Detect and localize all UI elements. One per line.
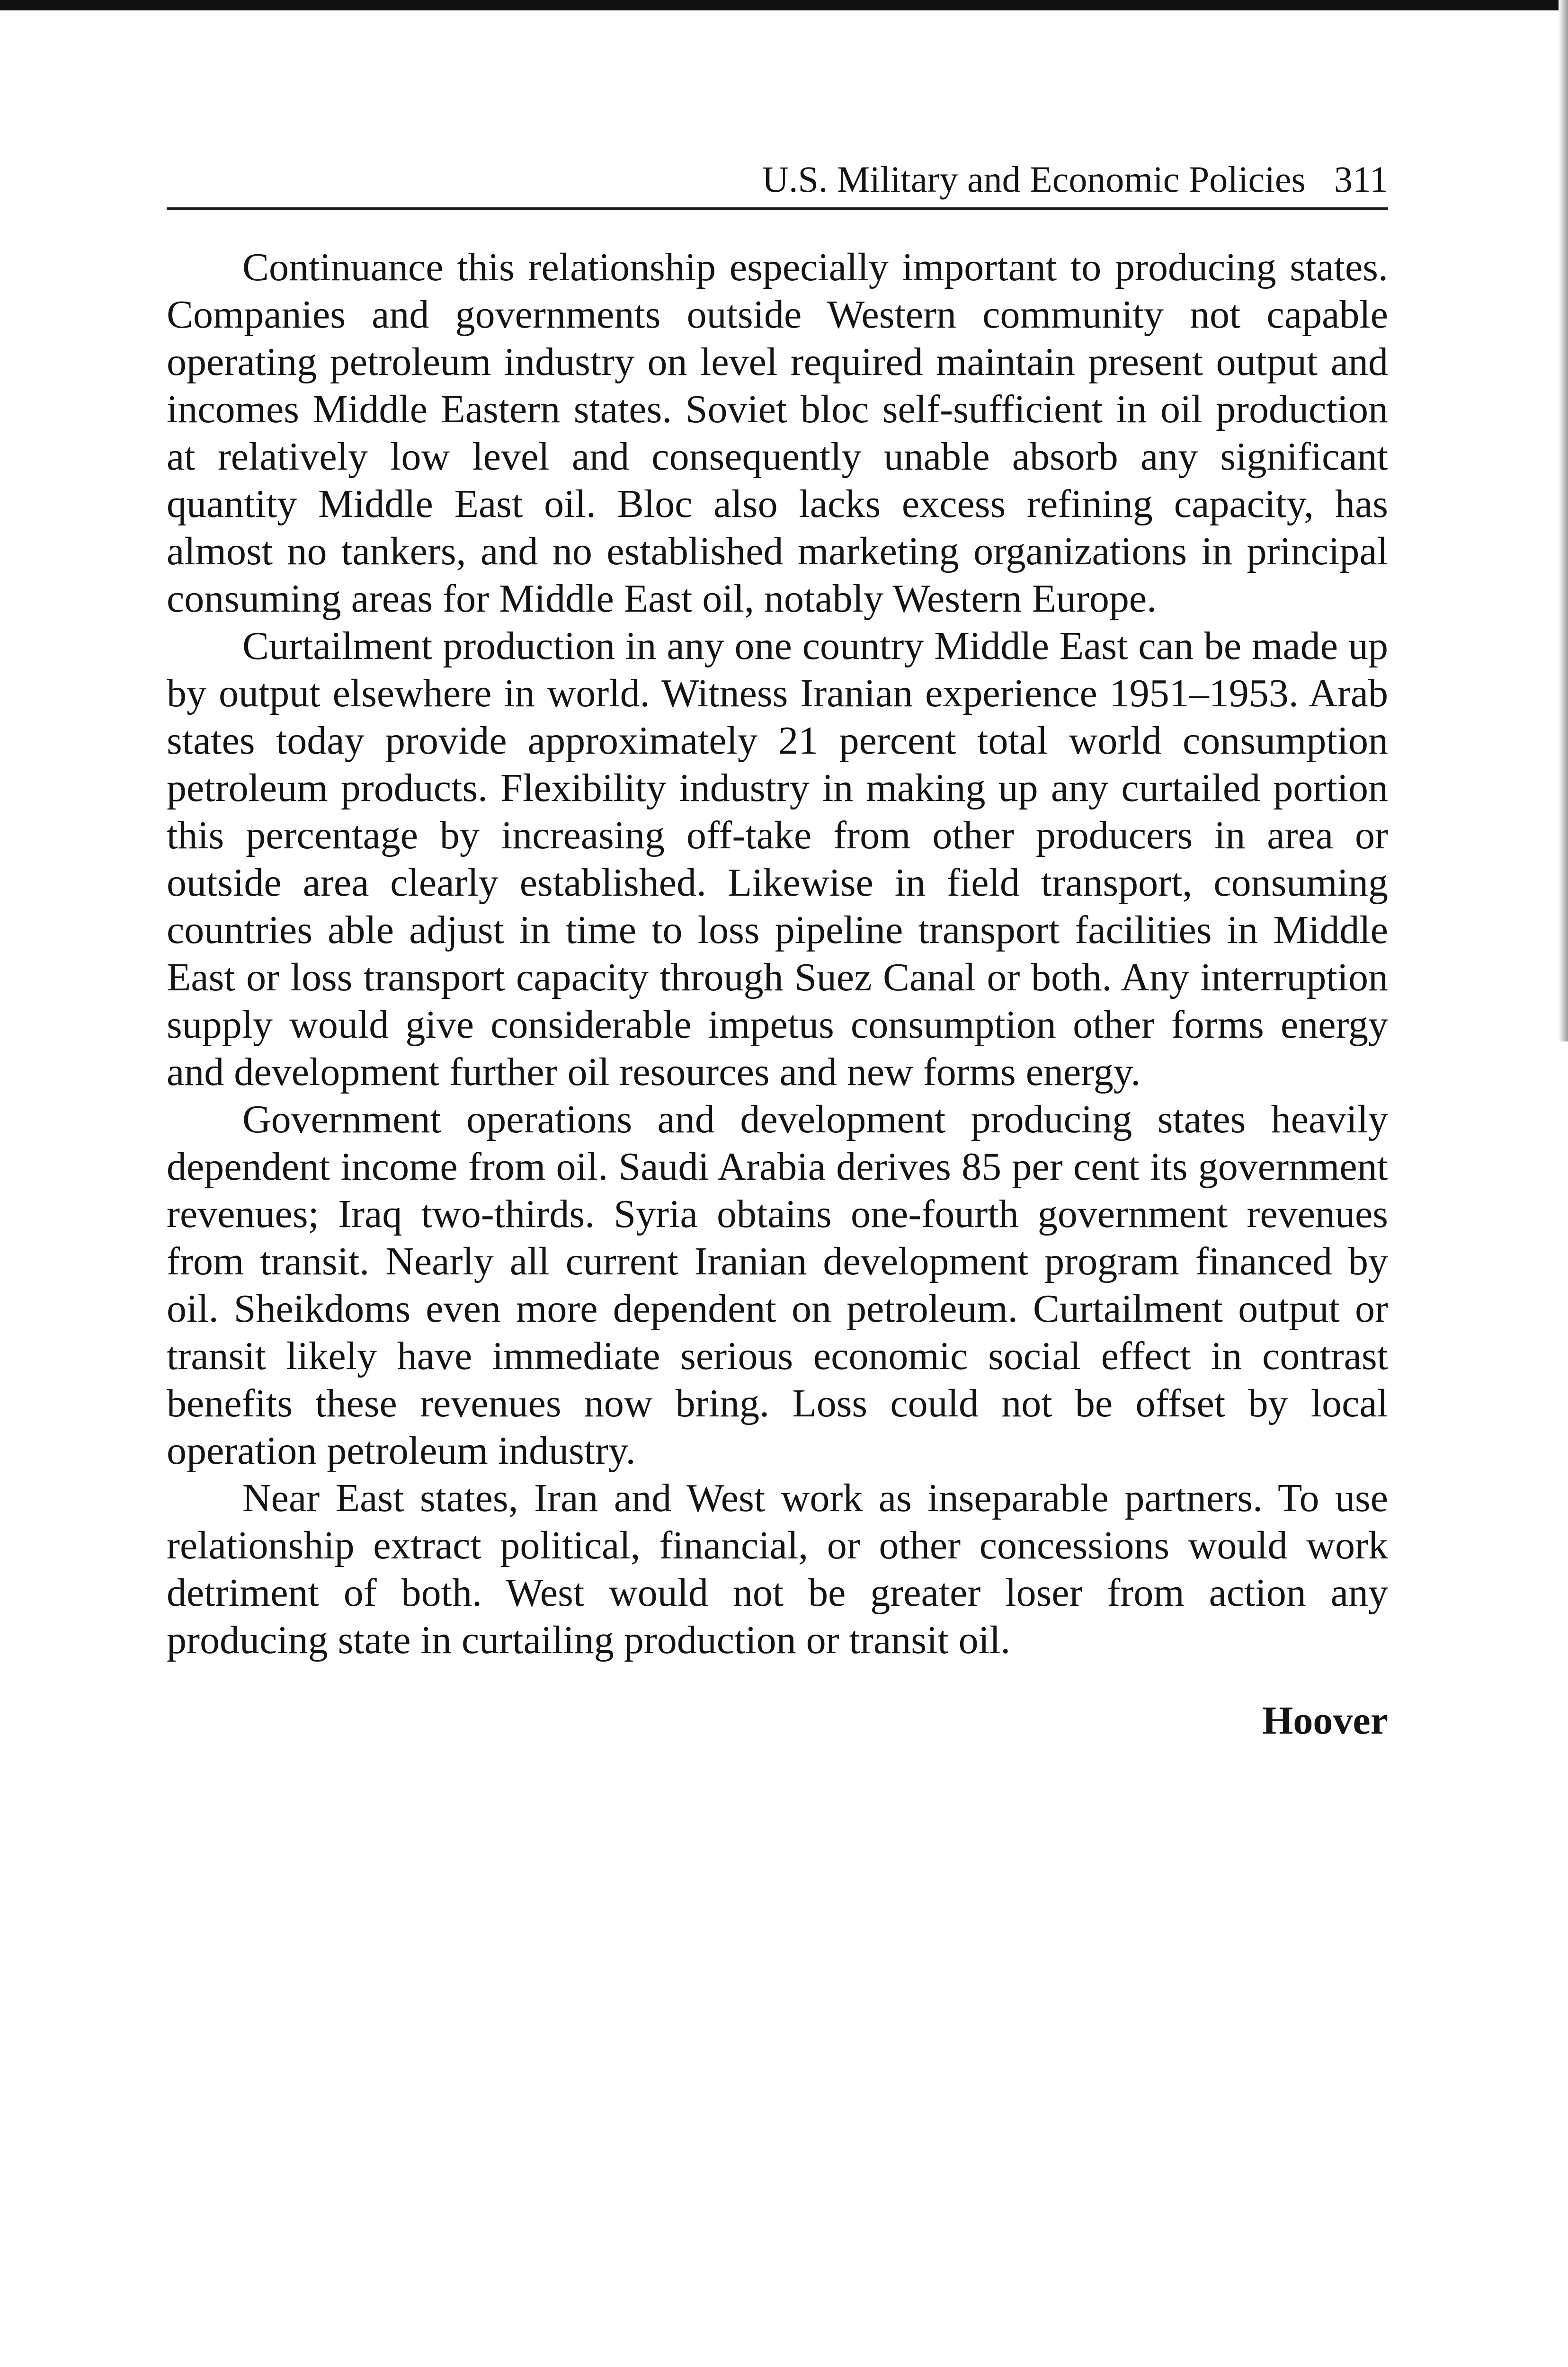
paragraph-3: Government operations and development producing states heavily dependent income from oil. Saudi Arabia derives 85 per cent its government revenues; Iraq two-thirds. Syria obtains one-fourth government revenues from transit. Nearly all current Iranian development program financed by oil. Sheikdoms even more dependent on petroleum. Curtailment output or transit likely have immediate serious economic social effect in contrast benefits these revenues now bring. Loss could not be offset by local operation petroleum industry. <box>167 1097 1388 1473</box>
running-title: U.S. Military and Economic Policies <box>762 159 1306 200</box>
signature: Hoover <box>1262 1699 1388 1743</box>
running-header <box>167 151 1388 210</box>
paragraph-2: Curtailment production in any one country Middle East can be made up by output elsewhere in world. Witness Iranian experience 1951–1953. Arab states today provide approximately 21 percent total world consumption petroleum products. Flexibility industry in making up any curtailed portion this percentage by increasing off-take from other producers in area or outside area clearly established. Likewise in field transport, consuming countries able adjust in time to loss pipeline transport facilities in Middle East or loss transport capacity through Suez Canal or both. Any interruption supply would give considerable impetus consumption other forms energy and development further oil resources and new forms energy. <box>167 624 1388 1094</box>
scan-border-right <box>1559 0 1568 1041</box>
book-page <box>167 151 1388 1744</box>
scan-border-top <box>0 0 1568 10</box>
paragraph-4: Near East states, Iran and West work as inseparable partners. To use relationship extract political, financial, or other concessions would work detriment of both. West would not be greater loser from action any producing state in curtailing production or transit oil. <box>167 1476 1388 1662</box>
body-text <box>167 244 1388 1664</box>
paragraph-1: Continuance this relationship especially important to producing states. Companies and governments outside Western community not capable operating petroleum industry on level required maintain present output and incomes Middle Eastern states. Soviet bloc self-sufficient in oil production at relatively low level and consequently unable absorb any significant quantity Middle East oil. Bloc also lacks excess refining capacity, has almost no tankers, and no established marketing organizations in principal consuming areas for Middle East oil, notably Western Europe. <box>167 245 1388 621</box>
page-number: 311 <box>1334 159 1388 200</box>
